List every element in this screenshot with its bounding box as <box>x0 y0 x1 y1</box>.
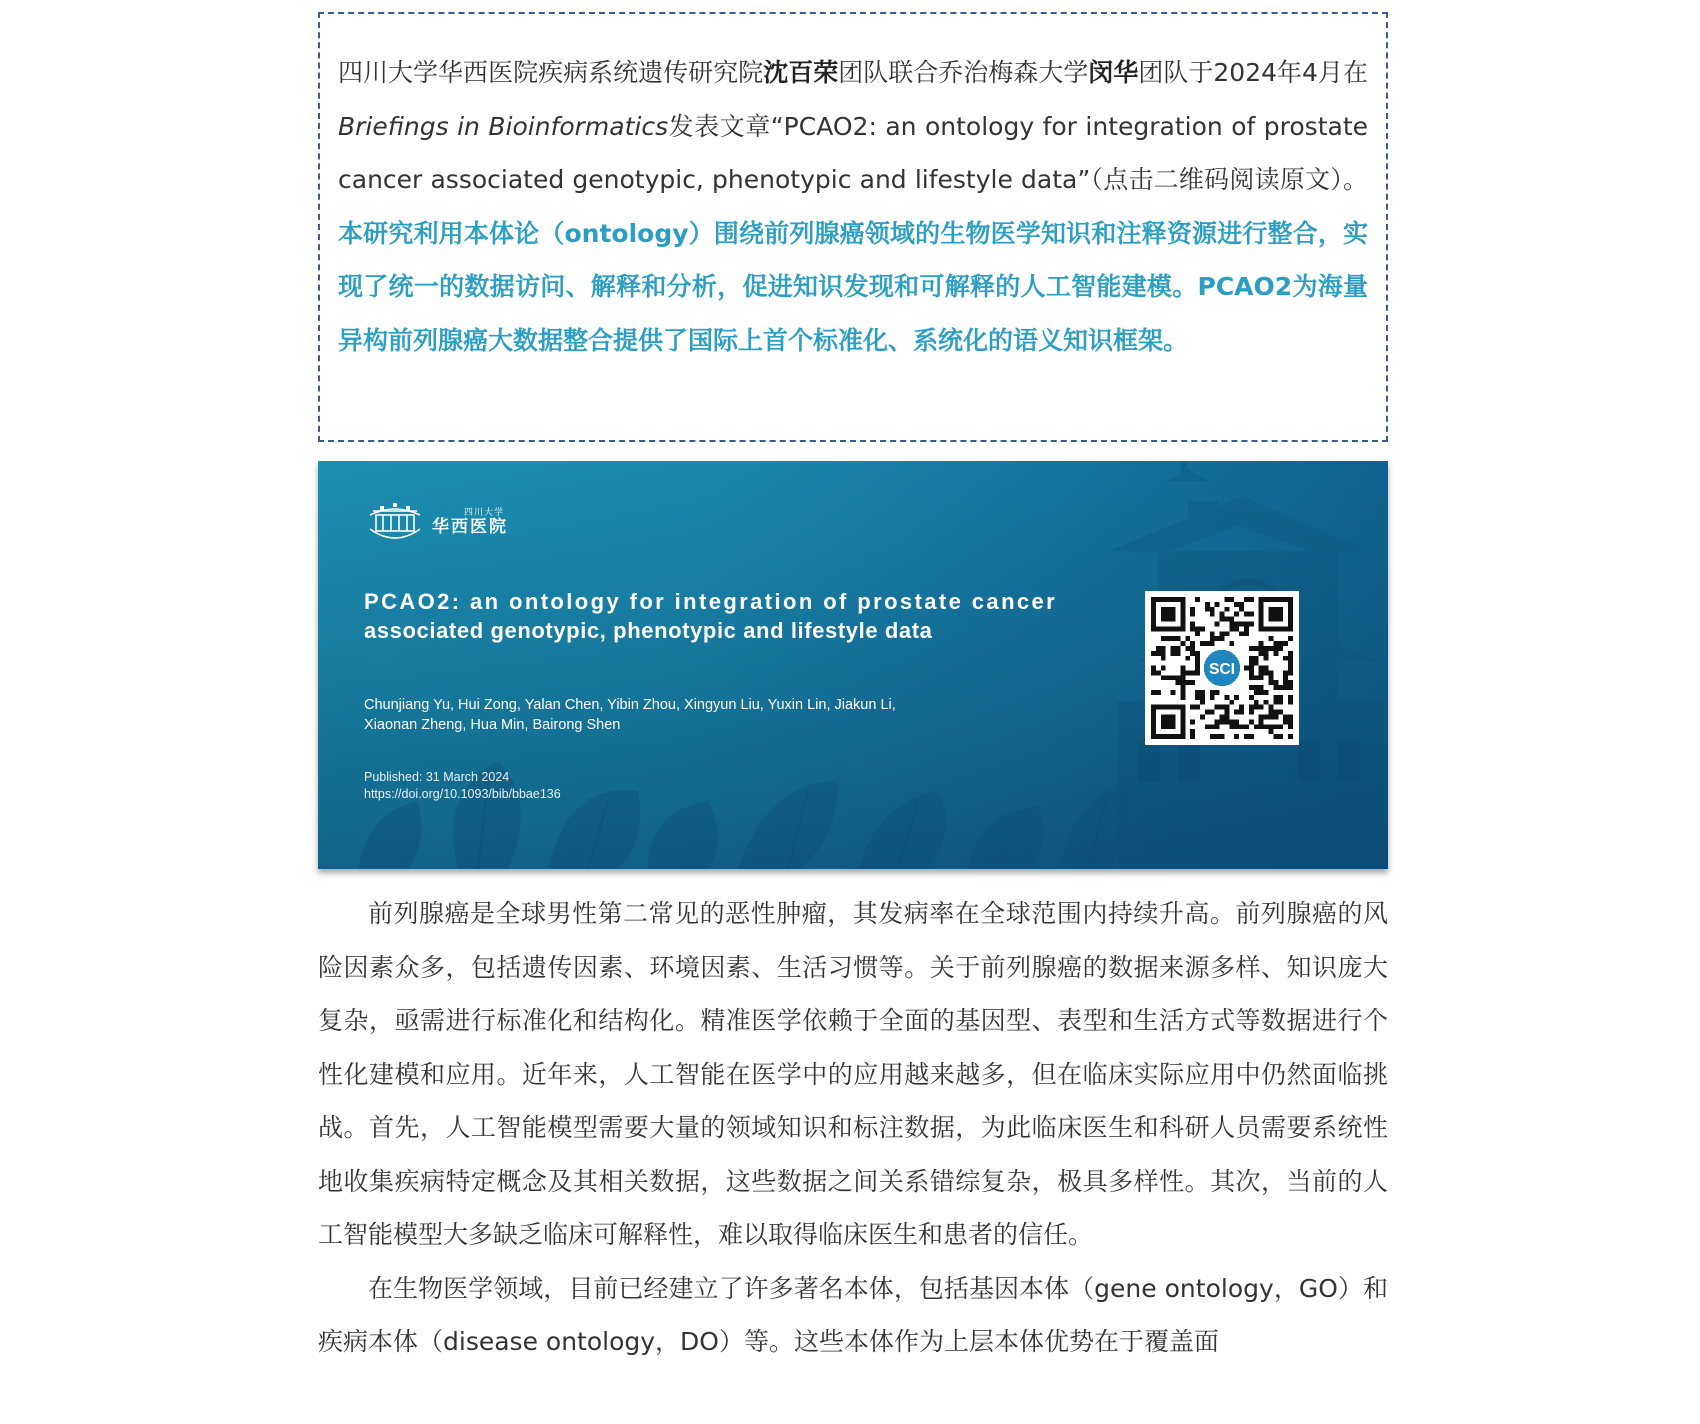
qr-code[interactable] <box>1145 591 1299 745</box>
paper-title-line-1: PCAO2: an ontology for integration of prostate cancer <box>364 589 1058 614</box>
paper-authors <box>364 695 1044 735</box>
intro-summary-text <box>338 46 1368 367</box>
paper-title <box>364 587 1094 645</box>
journal-name: Briefings in Bioinformatics <box>338 111 669 141</box>
lead-author-1: 沈百荣 <box>763 58 839 87</box>
intro-text-4: 发表文章“PCAO2: an ontology for integration of prostate cancer associated genotypic, phenotypic and lifestyle data”（点击二维码阅读原文）。 <box>338 111 1369 194</box>
article-body <box>318 887 1388 1369</box>
hospital-emblem-icon <box>366 499 424 547</box>
intro-text-2: 团队联合乔治梅森大学 <box>838 58 1089 87</box>
qr-code-icon <box>1151 597 1293 739</box>
publication-info <box>364 769 561 803</box>
doi-link[interactable]: https://doi.org/10.1093/bib/bbae136 <box>364 787 561 801</box>
intro-text-1: 四川大学华西医院疾病系统遗传研究院 <box>338 58 764 87</box>
intro-highlight: 本研究利用本体论（ontology）围绕前列腺癌领域的生物医学知识和注释资源进行整合，实现了统一的数据访问、解释和分析，促进知识发现和可解释的人工智能建模。PCAO2为海量异构前列腺癌大数据整合提供了国际上首个标准化、系统化的语义知识框架。 <box>338 218 1368 355</box>
body-paragraph-1: 前列腺癌是全球男性第二常见的恶性肿瘤，其发病率在全球范围内持续升高。前列腺癌的风险因素众多，包括遗传因素、环境因素、生活习惯等。关于前列腺癌的数据来源多样、知识庞大复杂，亟需进行标准化和结构化。精准医学依赖于全面的基因型、表型和生活方式等数据进行个性化建模和应用。近年来，人工智能在医学中的应用越来越多，但在临床实际应用中仍然面临挑战。首先，人工智能模型需要大量的领域知识和标注数据，为此临床医生和科研人员需要系统性地收集疾病特定概念及其相关数据，这些数据之间关系错综复杂，极具多样性。其次，当前的人工智能模型大多缺乏临床可解释性，难以取得临床医生和患者的信任。 <box>318 899 1388 1249</box>
intro-text-3: 团队于2024年4月在 <box>1138 58 1368 87</box>
lead-author-2: 闵华 <box>1088 58 1139 87</box>
hospital-logo <box>366 499 508 547</box>
authors-line-2: Xiaonan Zheng, Hua Min, Bairong Shen <box>364 717 621 733</box>
logo-hospital-name: 华西医院 <box>432 516 508 537</box>
authors-line-1: Chunjiang Yu, Hui Zong, Yalan Chen, Yibin Zhou, Xingyun Liu, Yuxin Lin, Jiakun Li, <box>364 697 896 713</box>
logo-university-name: 四川大学 <box>464 508 505 519</box>
paper-title-line-2: associated genotypic, phenotypic and lifestyle data <box>364 618 933 643</box>
body-paragraph-2: 在生物医学领域，目前已经建立了许多著名本体，包括基因本体（gene ontology，GO）和疾病本体（disease ontology，DO）等。这些本体作为上层本体优势在于覆盖面 <box>318 1273 1388 1356</box>
paper-banner[interactable] <box>318 461 1388 869</box>
intro-summary-box <box>318 12 1388 442</box>
qr-center-label: SCI <box>1208 660 1236 678</box>
published-date: Published: 31 March 2024 <box>364 770 510 784</box>
logo-text <box>432 509 508 536</box>
